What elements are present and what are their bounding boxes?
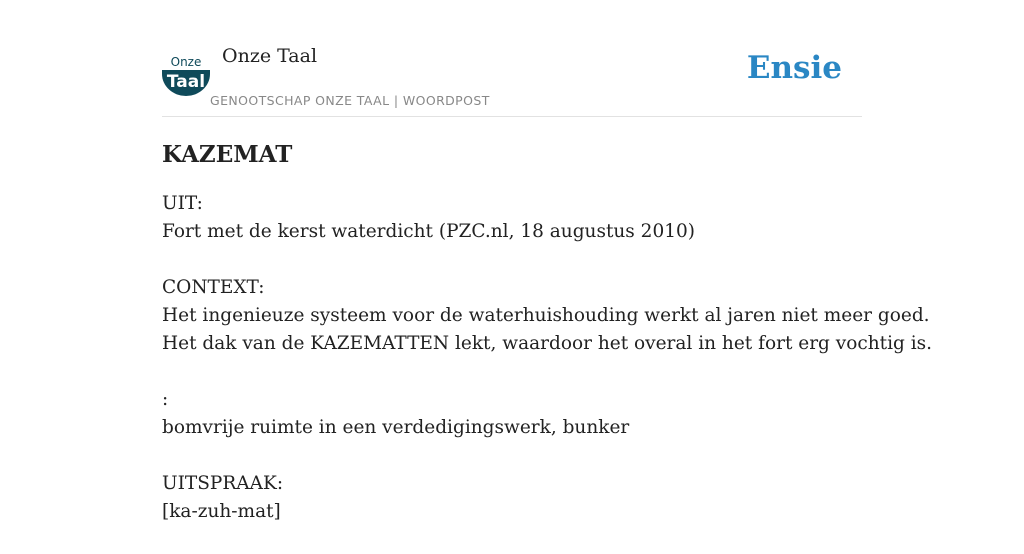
context-section: [162, 274, 932, 358]
definition-label: :: [162, 389, 169, 410]
pronunciation-text: [ka-zuh-mat]: [162, 501, 281, 522]
definition-section: [162, 386, 862, 442]
context-line: Het ingenieuze systeem voor de waterhuishouding werkt al jaren niet meer goed.: [162, 305, 930, 326]
context-label: CONTEXT:: [162, 277, 265, 298]
source-section: [162, 190, 862, 246]
source-text: Fort met de kerst waterdicht (PZC.nl, 18 augustus 2010): [162, 221, 695, 242]
logo-text-taal: Taal: [166, 72, 206, 92]
logo-text-onze: Onze: [170, 55, 202, 69]
source-label: UIT:: [162, 193, 203, 214]
page-container: [162, 0, 932, 522]
site-subtitle: GENOOTSCHAP ONZE TAAL | WOORDPOST: [210, 93, 490, 108]
context-line: Het dak van de KAZEMATTEN lekt, waardoor het overal in het fort erg vochtig is.: [162, 333, 932, 354]
ensie-logo-link[interactable]: Ensie: [746, 50, 842, 86]
definition-text: bomvrije ruimte in een verdedigingswerk, bunker: [162, 417, 630, 438]
site-name[interactable]: Onze Taal: [222, 45, 318, 67]
pronunciation-label: UITSPRAAK:: [162, 473, 284, 494]
site-header: [162, 0, 862, 117]
article-title: KAZEMAT: [162, 141, 293, 168]
article-content: [162, 140, 932, 554]
onze-taal-logo[interactable]: [162, 52, 210, 96]
pronunciation-section: [162, 470, 862, 526]
